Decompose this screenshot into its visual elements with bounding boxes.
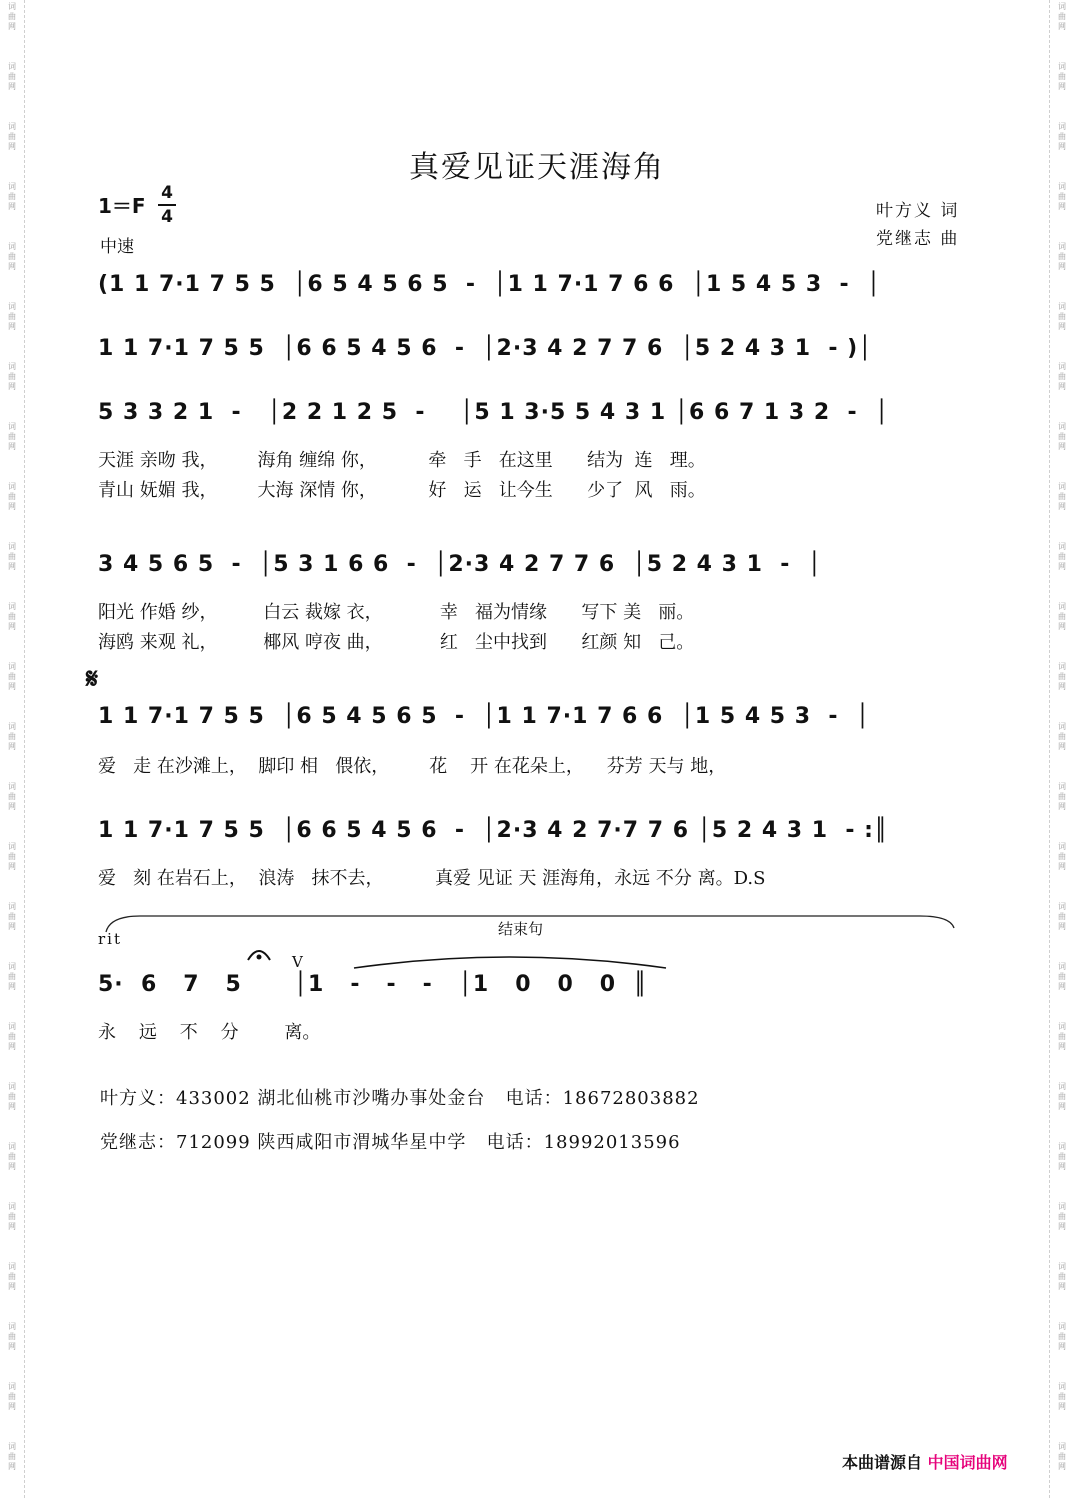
- lyrics-row-3-verse-2: 青山 妩媚 我， 大海 深情 你， 好 运 让今生 少了 风 雨。: [98, 480, 706, 501]
- rit-marking: rit: [98, 930, 122, 948]
- lyrics-row-6: 爱 刻 在岩石上， 浪涛 抹不去， 真爱 见证 天 涯海角，永远 不分 离。D.S: [98, 868, 766, 889]
- time-signature-top: 4: [161, 183, 173, 203]
- watermark-text: 词 曲 网: [8, 1142, 16, 1171]
- time-signature-bottom: 4: [161, 207, 173, 227]
- watermark-text: 词 曲 网: [8, 542, 16, 571]
- watermark-text: 词 曲 网: [8, 722, 16, 751]
- watermark-text: 词 曲 网: [1058, 902, 1066, 931]
- watermark-text: 词 曲 网: [8, 662, 16, 691]
- watermark-text: 词 曲 网: [1058, 2, 1066, 31]
- tempo-marking: 中速: [100, 237, 134, 257]
- source-footer: [842, 1450, 1008, 1473]
- staff-row-4: 3 4 5 6 5 - │5 3 1 6 6 - │2·3 4 2 7 7 6 │5 2 4 3 1 - │: [98, 552, 822, 577]
- watermark-text: 词 曲 网: [1058, 122, 1066, 151]
- watermark-text: 词 曲 网: [1058, 1382, 1066, 1411]
- watermark-text: 词 曲 网: [8, 62, 16, 91]
- watermark-text: 词 曲 网: [8, 602, 16, 631]
- watermark-text: 词 曲 网: [1058, 482, 1066, 511]
- lyrics-row-4-verse-2: 海鸥 来观 礼， 椰风 哼夜 曲， 红 尘中找到 红颜 知 己。: [98, 632, 695, 653]
- watermark-text: 词 曲 网: [1058, 842, 1066, 871]
- fermata-icon: [246, 944, 272, 962]
- watermark-text: 词 曲 网: [1058, 1022, 1066, 1051]
- watermark-text: 词 曲 网: [1058, 1142, 1066, 1171]
- watermark-text: 词 曲 网: [1058, 722, 1066, 751]
- ending-label: 结束句: [498, 920, 544, 938]
- watermark-text: 词 曲 网: [8, 782, 16, 811]
- watermark-text: 词 曲 网: [8, 362, 16, 391]
- contact-lyricist: 叶方义：433002 湖北仙桃市沙嘴办事处金台 电话：18672803882: [100, 1088, 700, 1109]
- watermark-text: 词 曲 网: [8, 1202, 16, 1231]
- watermark-text: 词 曲 网: [1058, 182, 1066, 211]
- watermark-text: 词 曲 网: [1058, 542, 1066, 571]
- watermark-text: 词 曲 网: [1058, 1262, 1066, 1291]
- left-watermark-strip: [0, 0, 25, 1498]
- lyrics-row-4-verse-1: 阳光 作婚 纱， 白云 裁嫁 衣， 幸 福为情缘 写下 美 丽。: [98, 602, 695, 623]
- watermark-text: 词 曲 网: [8, 842, 16, 871]
- watermark-text: 词 曲 网: [1058, 422, 1066, 451]
- watermark-text: 词 曲 网: [8, 182, 16, 211]
- footer-brand-link[interactable]: 中国词曲网: [927, 1453, 1008, 1472]
- time-signature: [158, 183, 176, 227]
- watermark-text: 词 曲 网: [1058, 362, 1066, 391]
- watermark-text: 词 曲 网: [1058, 62, 1066, 91]
- right-watermark-strip: [1049, 0, 1074, 1498]
- footer-prefix: 本曲谱源自: [842, 1453, 923, 1472]
- segno-sign: 𝄋: [86, 662, 99, 695]
- watermark-text: 词 曲 网: [1058, 602, 1066, 631]
- watermark-text: 词 曲 网: [8, 902, 16, 931]
- watermark-text: 词 曲 网: [8, 302, 16, 331]
- watermark-text: 词 曲 网: [1058, 1442, 1066, 1471]
- watermark-text: 词 曲 网: [1058, 242, 1066, 271]
- lyricist-credit: 叶方义 词: [876, 201, 960, 221]
- watermark-text: 词 曲 网: [8, 1322, 16, 1351]
- time-signature-line: [158, 204, 176, 206]
- lyrics-row-7: 永 远 不 分 离。: [98, 1022, 321, 1043]
- composer-credit: 党继志 曲: [876, 229, 960, 249]
- staff-row-7: 5· 6 7 5 │1 - - - │1 0 0 0 ║: [98, 972, 648, 997]
- watermark-text: 词 曲 网: [1058, 1082, 1066, 1111]
- watermark-text: 词 曲 网: [8, 1442, 16, 1471]
- key-signature: 1＝F: [98, 194, 146, 218]
- song-title: 真爱见证天涯海角: [409, 150, 665, 185]
- staff-row-1: (1 1 7·1 7 5 5 │6 5 4 5 6 5 - │1 1 7·1 7 6 6 │1 5 4 5 3 - │: [98, 272, 882, 297]
- lyrics-row-3-verse-1: 天涯 亲吻 我， 海角 缠绵 你， 牵 手 在这里 结为 连 理。: [98, 450, 706, 471]
- watermark-text: 词 曲 网: [8, 122, 16, 151]
- breath-mark: V: [292, 953, 303, 971]
- watermark-text: 词 曲 网: [8, 422, 16, 451]
- watermark-text: 词 曲 网: [1058, 1322, 1066, 1351]
- watermark-text: 词 曲 网: [1058, 662, 1066, 691]
- watermark-text: 词 曲 网: [8, 242, 16, 271]
- watermark-text: 词 曲 网: [8, 482, 16, 511]
- watermark-text: 词 曲 网: [8, 1082, 16, 1111]
- watermark-text: 词 曲 网: [8, 1262, 16, 1291]
- staff-row-6: 1 1 7·1 7 5 5 │6 6 5 4 5 6 - │2·3 4 2 7·7 7 6 │5 2 4 3 1 - :║: [98, 818, 889, 843]
- staff-row-2: 1 1 7·1 7 5 5 │6 6 5 4 5 6 - │2·3 4 2 7 7 6 │5 2 4 3 1 - )│: [98, 336, 873, 361]
- staff-row-3: 5 3 3 2 1 - │2 2 1 2 5 - │5 1 3·5 5 4 3 1 │6 6 7 1 3 2 - │: [98, 400, 890, 425]
- watermark-text: 词 曲 网: [1058, 962, 1066, 991]
- lyrics-row-5: 爱 走 在沙滩上， 脚印 相 偎依， 花 开 在花朵上， 芬芳 天与 地，: [98, 756, 727, 777]
- watermark-text: 词 曲 网: [8, 2, 16, 31]
- watermark-text: 词 曲 网: [8, 1022, 16, 1051]
- tie-arc: [350, 950, 670, 970]
- watermark-text: 词 曲 网: [1058, 302, 1066, 331]
- staff-row-5: 1 1 7·1 7 5 5 │6 5 4 5 6 5 - │1 1 7·1 7 6 6 │1 5 4 5 3 - │: [98, 704, 871, 729]
- watermark-text: 词 曲 网: [8, 1382, 16, 1411]
- watermark-text: 词 曲 网: [8, 962, 16, 991]
- watermark-text: 词 曲 网: [1058, 782, 1066, 811]
- contact-composer: 党继志：712099 陕西咸阳市渭城华星中学 电话：18992013596: [100, 1132, 681, 1153]
- watermark-text: 词 曲 网: [1058, 1202, 1066, 1231]
